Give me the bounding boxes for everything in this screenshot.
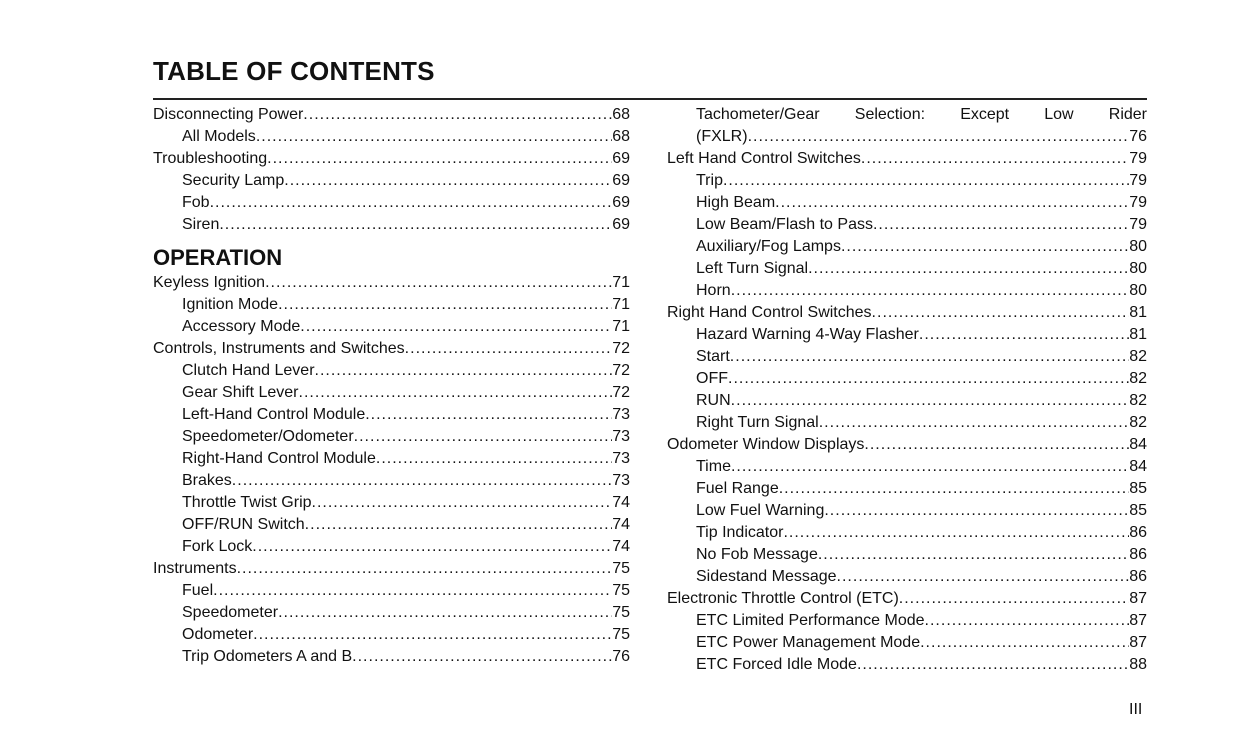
dot-leader xyxy=(278,602,612,624)
toc-entry-page: 86 xyxy=(1129,524,1147,541)
toc-entry-page: 74 xyxy=(612,494,630,511)
toc-entry[interactable] xyxy=(153,580,630,602)
toc-entry[interactable] xyxy=(153,148,630,170)
dot-leader xyxy=(299,382,613,404)
toc-entry-page: 75 xyxy=(612,604,630,621)
toc-entry-text: Auxiliary/Fog Lamps xyxy=(696,238,841,255)
toc-entry-text: Horn xyxy=(696,282,731,299)
dot-leader xyxy=(728,368,1129,390)
toc-entry[interactable] xyxy=(153,470,630,492)
toc-entry[interactable] xyxy=(667,434,1147,456)
toc-entry-page: 85 xyxy=(1129,502,1147,519)
toc-entry-page: 79 xyxy=(1129,172,1147,189)
dot-leader xyxy=(899,588,1129,610)
toc-entry[interactable] xyxy=(153,448,630,470)
page-title: TABLE OF CONTENTS xyxy=(153,56,435,86)
dot-leader xyxy=(284,170,612,192)
dot-leader xyxy=(919,324,1129,346)
toc-entry[interactable] xyxy=(153,126,630,148)
dot-leader xyxy=(841,236,1129,258)
toc-entry-page: 68 xyxy=(612,128,630,145)
toc-entry-text: Fuel xyxy=(182,582,214,599)
dot-leader xyxy=(237,558,613,580)
toc-entry-text: Clutch Hand Lever xyxy=(182,362,315,379)
toc-entry-text: ETC Limited Performance Mode xyxy=(696,612,925,629)
dot-leader xyxy=(305,514,613,536)
dot-leader xyxy=(365,404,612,426)
dot-leader xyxy=(278,294,612,316)
toc-entry-page: 80 xyxy=(1129,282,1147,299)
toc-entry-text: Tachometer/Gear Selection: Except Low Rider xyxy=(696,106,1147,123)
toc-entry[interactable] xyxy=(153,272,630,294)
toc-entry-page: 71 xyxy=(612,274,630,291)
toc-entry-text: ETC Power Management Mode xyxy=(696,634,921,651)
toc-entry[interactable] xyxy=(153,602,630,624)
toc-entry[interactable] xyxy=(667,610,1147,632)
toc-entry-page: 82 xyxy=(1129,348,1147,365)
dot-leader xyxy=(873,214,1129,236)
toc-entry-page: 71 xyxy=(612,296,630,313)
toc-entry-text: Fork Lock xyxy=(182,538,253,555)
dot-leader xyxy=(312,492,613,514)
toc-entry[interactable] xyxy=(153,382,630,404)
section-heading: OPERATION xyxy=(153,245,283,270)
toc-entry-page: 82 xyxy=(1129,392,1147,409)
dot-leader xyxy=(210,192,613,214)
toc-entry[interactable] xyxy=(667,346,1147,368)
toc-entry-text: Electronic Throttle Control (ETC) xyxy=(667,590,899,607)
toc-entry-text: Time xyxy=(696,458,731,475)
toc-entry-page: 69 xyxy=(612,172,630,189)
toc-entry[interactable] xyxy=(153,558,630,580)
toc-entry-text: RUN xyxy=(696,392,731,409)
toc-entry-text: OFF/RUN Switch xyxy=(182,516,305,533)
toc-entry-text: Left Turn Signal xyxy=(696,260,809,277)
dot-leader xyxy=(783,522,1129,544)
toc-entry-text: Sidestand Message xyxy=(696,568,837,585)
toc-entry-page: 85 xyxy=(1129,480,1147,497)
toc-entry-page: 79 xyxy=(1129,150,1147,167)
dot-leader xyxy=(864,434,1129,456)
toc-entry-text: Hazard Warning 4-Way Flasher xyxy=(696,326,919,343)
toc-entry-page: 84 xyxy=(1129,458,1147,475)
dot-leader xyxy=(731,280,1130,302)
toc-entry-page: 87 xyxy=(1129,590,1147,607)
dot-leader xyxy=(376,448,612,470)
dot-leader xyxy=(925,610,1130,632)
dot-leader xyxy=(837,566,1130,588)
toc-entry-page: 84 xyxy=(1129,436,1147,453)
toc-entry-page: 72 xyxy=(612,340,630,357)
toc-entry[interactable] xyxy=(667,126,1147,148)
toc-entry-page: 88 xyxy=(1129,656,1147,673)
toc-entry-text: Keyless Ignition xyxy=(153,274,266,291)
toc-entry[interactable] xyxy=(153,104,630,126)
toc-entry-text: Odometer xyxy=(182,626,254,643)
toc-entry-page: 87 xyxy=(1129,612,1147,629)
toc-entry[interactable] xyxy=(667,302,1147,324)
dot-leader xyxy=(265,272,612,294)
toc-entry-text: Fuel Range xyxy=(696,480,779,497)
toc-entry-text: Trip xyxy=(696,172,723,189)
toc-entry[interactable] xyxy=(153,316,630,338)
dot-leader xyxy=(819,412,1129,434)
toc-entry[interactable] xyxy=(667,368,1147,390)
toc-entry[interactable] xyxy=(153,192,630,214)
toc-entry[interactable] xyxy=(667,566,1147,588)
toc-entry[interactable] xyxy=(153,646,630,668)
toc-entry[interactable] xyxy=(667,170,1147,192)
dot-leader xyxy=(779,478,1129,500)
toc-entry-text: Troubleshooting xyxy=(153,150,268,167)
toc-entry-text: Right Turn Signal xyxy=(696,414,819,431)
toc-entry[interactable] xyxy=(667,632,1147,654)
toc-entry-text: Security Lamp xyxy=(182,172,285,189)
toc-entry-text: Low Fuel Warning xyxy=(696,502,825,519)
dot-leader xyxy=(219,214,612,236)
toc-entry-text: Left Hand Control Switches xyxy=(667,150,861,167)
toc-entry-text: (FXLR) xyxy=(696,128,748,145)
toc-entry-text: Ignition Mode xyxy=(182,296,279,313)
toc-entry[interactable] xyxy=(667,214,1147,236)
toc-entry[interactable] xyxy=(667,456,1147,478)
toc-entry[interactable] xyxy=(667,588,1147,610)
dot-leader xyxy=(723,170,1129,192)
toc-entry-text: Speedometer/Odometer xyxy=(182,428,354,445)
toc-entry[interactable] xyxy=(667,544,1147,566)
toc-entry-page: 74 xyxy=(612,538,630,555)
toc-entry-page: 75 xyxy=(612,560,630,577)
toc-entry-page: 68 xyxy=(612,106,630,123)
dot-leader xyxy=(920,632,1129,654)
toc-entry[interactable] xyxy=(153,170,630,192)
toc-entry-text: ETC Forced Idle Mode xyxy=(696,656,857,673)
toc-entry-page: 69 xyxy=(612,216,630,233)
dot-leader xyxy=(303,104,612,126)
dot-leader xyxy=(252,536,612,558)
toc-entry[interactable] xyxy=(667,478,1147,500)
dot-leader xyxy=(213,580,612,602)
toc-entry-text: Odometer Window Displays xyxy=(667,436,865,453)
toc-entry-page: 86 xyxy=(1129,568,1147,585)
toc-entry[interactable] xyxy=(153,294,630,316)
dot-leader xyxy=(253,624,612,646)
toc-entry[interactable] xyxy=(667,236,1147,258)
toc-left-column xyxy=(153,104,630,668)
dot-leader xyxy=(730,346,1129,368)
toc-entry-text: Disconnecting Power xyxy=(153,106,304,123)
toc-entry-page: 69 xyxy=(612,150,630,167)
toc-entry-page: 72 xyxy=(612,384,630,401)
toc-entry[interactable] xyxy=(667,148,1147,170)
toc-right-column xyxy=(667,104,1147,676)
toc-entry-text: Speedometer xyxy=(182,604,279,621)
dot-leader xyxy=(352,646,612,668)
toc-entry[interactable] xyxy=(153,514,630,536)
toc-entry[interactable] xyxy=(667,500,1147,522)
toc-entry[interactable] xyxy=(667,412,1147,434)
toc-entry-page: 73 xyxy=(612,472,630,489)
toc-entry-page: 82 xyxy=(1129,414,1147,431)
toc-entry-text: Gear Shift Lever xyxy=(182,384,299,401)
toc-entry-page: 76 xyxy=(612,648,630,665)
toc-entry[interactable] xyxy=(667,192,1147,214)
dot-leader xyxy=(267,148,612,170)
toc-entry-page: 81 xyxy=(1129,304,1147,321)
toc-entry-page: 73 xyxy=(612,406,630,423)
toc-entry-page: 80 xyxy=(1129,260,1147,277)
dot-leader xyxy=(232,470,612,492)
toc-entry[interactable] xyxy=(667,654,1147,676)
dot-leader xyxy=(857,654,1129,676)
toc-entry[interactable] xyxy=(153,492,630,514)
dot-leader xyxy=(818,544,1129,566)
dot-leader xyxy=(861,148,1129,170)
toc-entry-text: Start xyxy=(696,348,730,365)
dot-leader xyxy=(731,456,1129,478)
dot-leader xyxy=(731,390,1130,412)
toc-entry-page: 69 xyxy=(612,194,630,211)
toc-entry-page: 82 xyxy=(1129,370,1147,387)
dot-leader xyxy=(315,360,613,382)
toc-entry-text: Siren xyxy=(182,216,220,233)
dot-leader xyxy=(824,500,1129,522)
page-number: III xyxy=(1129,701,1143,718)
toc-entry[interactable] xyxy=(153,426,630,448)
toc-entry-text: Accessory Mode xyxy=(182,318,301,335)
toc-entry[interactable] xyxy=(667,324,1147,346)
toc-entry[interactable] xyxy=(667,390,1147,412)
toc-entry-text: Low Beam/Flash to Pass xyxy=(696,216,873,233)
toc-entry[interactable] xyxy=(153,214,630,236)
toc-entry-text: Controls, Instruments and Switches xyxy=(153,340,405,357)
toc-entry-page: 71 xyxy=(612,318,630,335)
toc-entry-text: Throttle Twist Grip xyxy=(182,494,312,511)
dot-leader xyxy=(775,192,1129,214)
toc-entry-page: 80 xyxy=(1129,238,1147,255)
toc-entry-page: 72 xyxy=(612,362,630,379)
toc-entry[interactable] xyxy=(153,338,630,360)
dot-leader xyxy=(872,302,1130,324)
toc-entry-page: 79 xyxy=(1129,216,1147,233)
dot-leader xyxy=(808,258,1129,280)
toc-entry-text: Right-Hand Control Module xyxy=(182,450,376,467)
toc-entry-text: Tip Indicator xyxy=(696,524,784,541)
toc-entry[interactable] xyxy=(153,404,630,426)
toc-entry[interactable] xyxy=(153,360,630,382)
toc-entry-page: 73 xyxy=(612,450,630,467)
toc-entry-text: Left-Hand Control Module xyxy=(182,406,366,423)
toc-entry-page: 81 xyxy=(1129,326,1147,343)
toc-entry[interactable] xyxy=(153,624,630,646)
toc-entry[interactable] xyxy=(667,280,1147,302)
toc-entry-page: 87 xyxy=(1129,634,1147,651)
dot-leader xyxy=(748,126,1130,148)
toc-entry-page: 73 xyxy=(612,428,630,445)
toc-entry-text: Fob xyxy=(182,194,210,211)
toc-entry-page: 75 xyxy=(612,582,630,599)
toc-entry-text: Brakes xyxy=(182,472,232,489)
toc-entry-text: OFF xyxy=(696,370,728,387)
dot-leader xyxy=(354,426,613,448)
toc-entry-page: 86 xyxy=(1129,546,1147,563)
toc-entry-page: 79 xyxy=(1129,194,1147,211)
toc-entry-text: High Beam xyxy=(696,194,776,211)
toc-entry-text: Right Hand Control Switches xyxy=(667,304,872,321)
toc-entry-text: Trip Odometers A and B xyxy=(182,648,353,665)
toc-entry-text: Instruments xyxy=(153,560,237,577)
dot-leader xyxy=(256,126,612,148)
toc-entry[interactable] xyxy=(153,536,630,558)
toc-entry-text: No Fob Message xyxy=(696,546,818,563)
dot-leader xyxy=(405,338,613,360)
toc-entry-text: All Models xyxy=(182,128,256,145)
toc-entry[interactable] xyxy=(667,522,1147,544)
toc-entry-page: 74 xyxy=(612,516,630,533)
toc-entry-page: 75 xyxy=(612,626,630,643)
toc-entry[interactable] xyxy=(667,258,1147,280)
dot-leader xyxy=(300,316,612,338)
title-rule xyxy=(153,98,1147,100)
toc-entry-page: 76 xyxy=(1129,128,1147,145)
